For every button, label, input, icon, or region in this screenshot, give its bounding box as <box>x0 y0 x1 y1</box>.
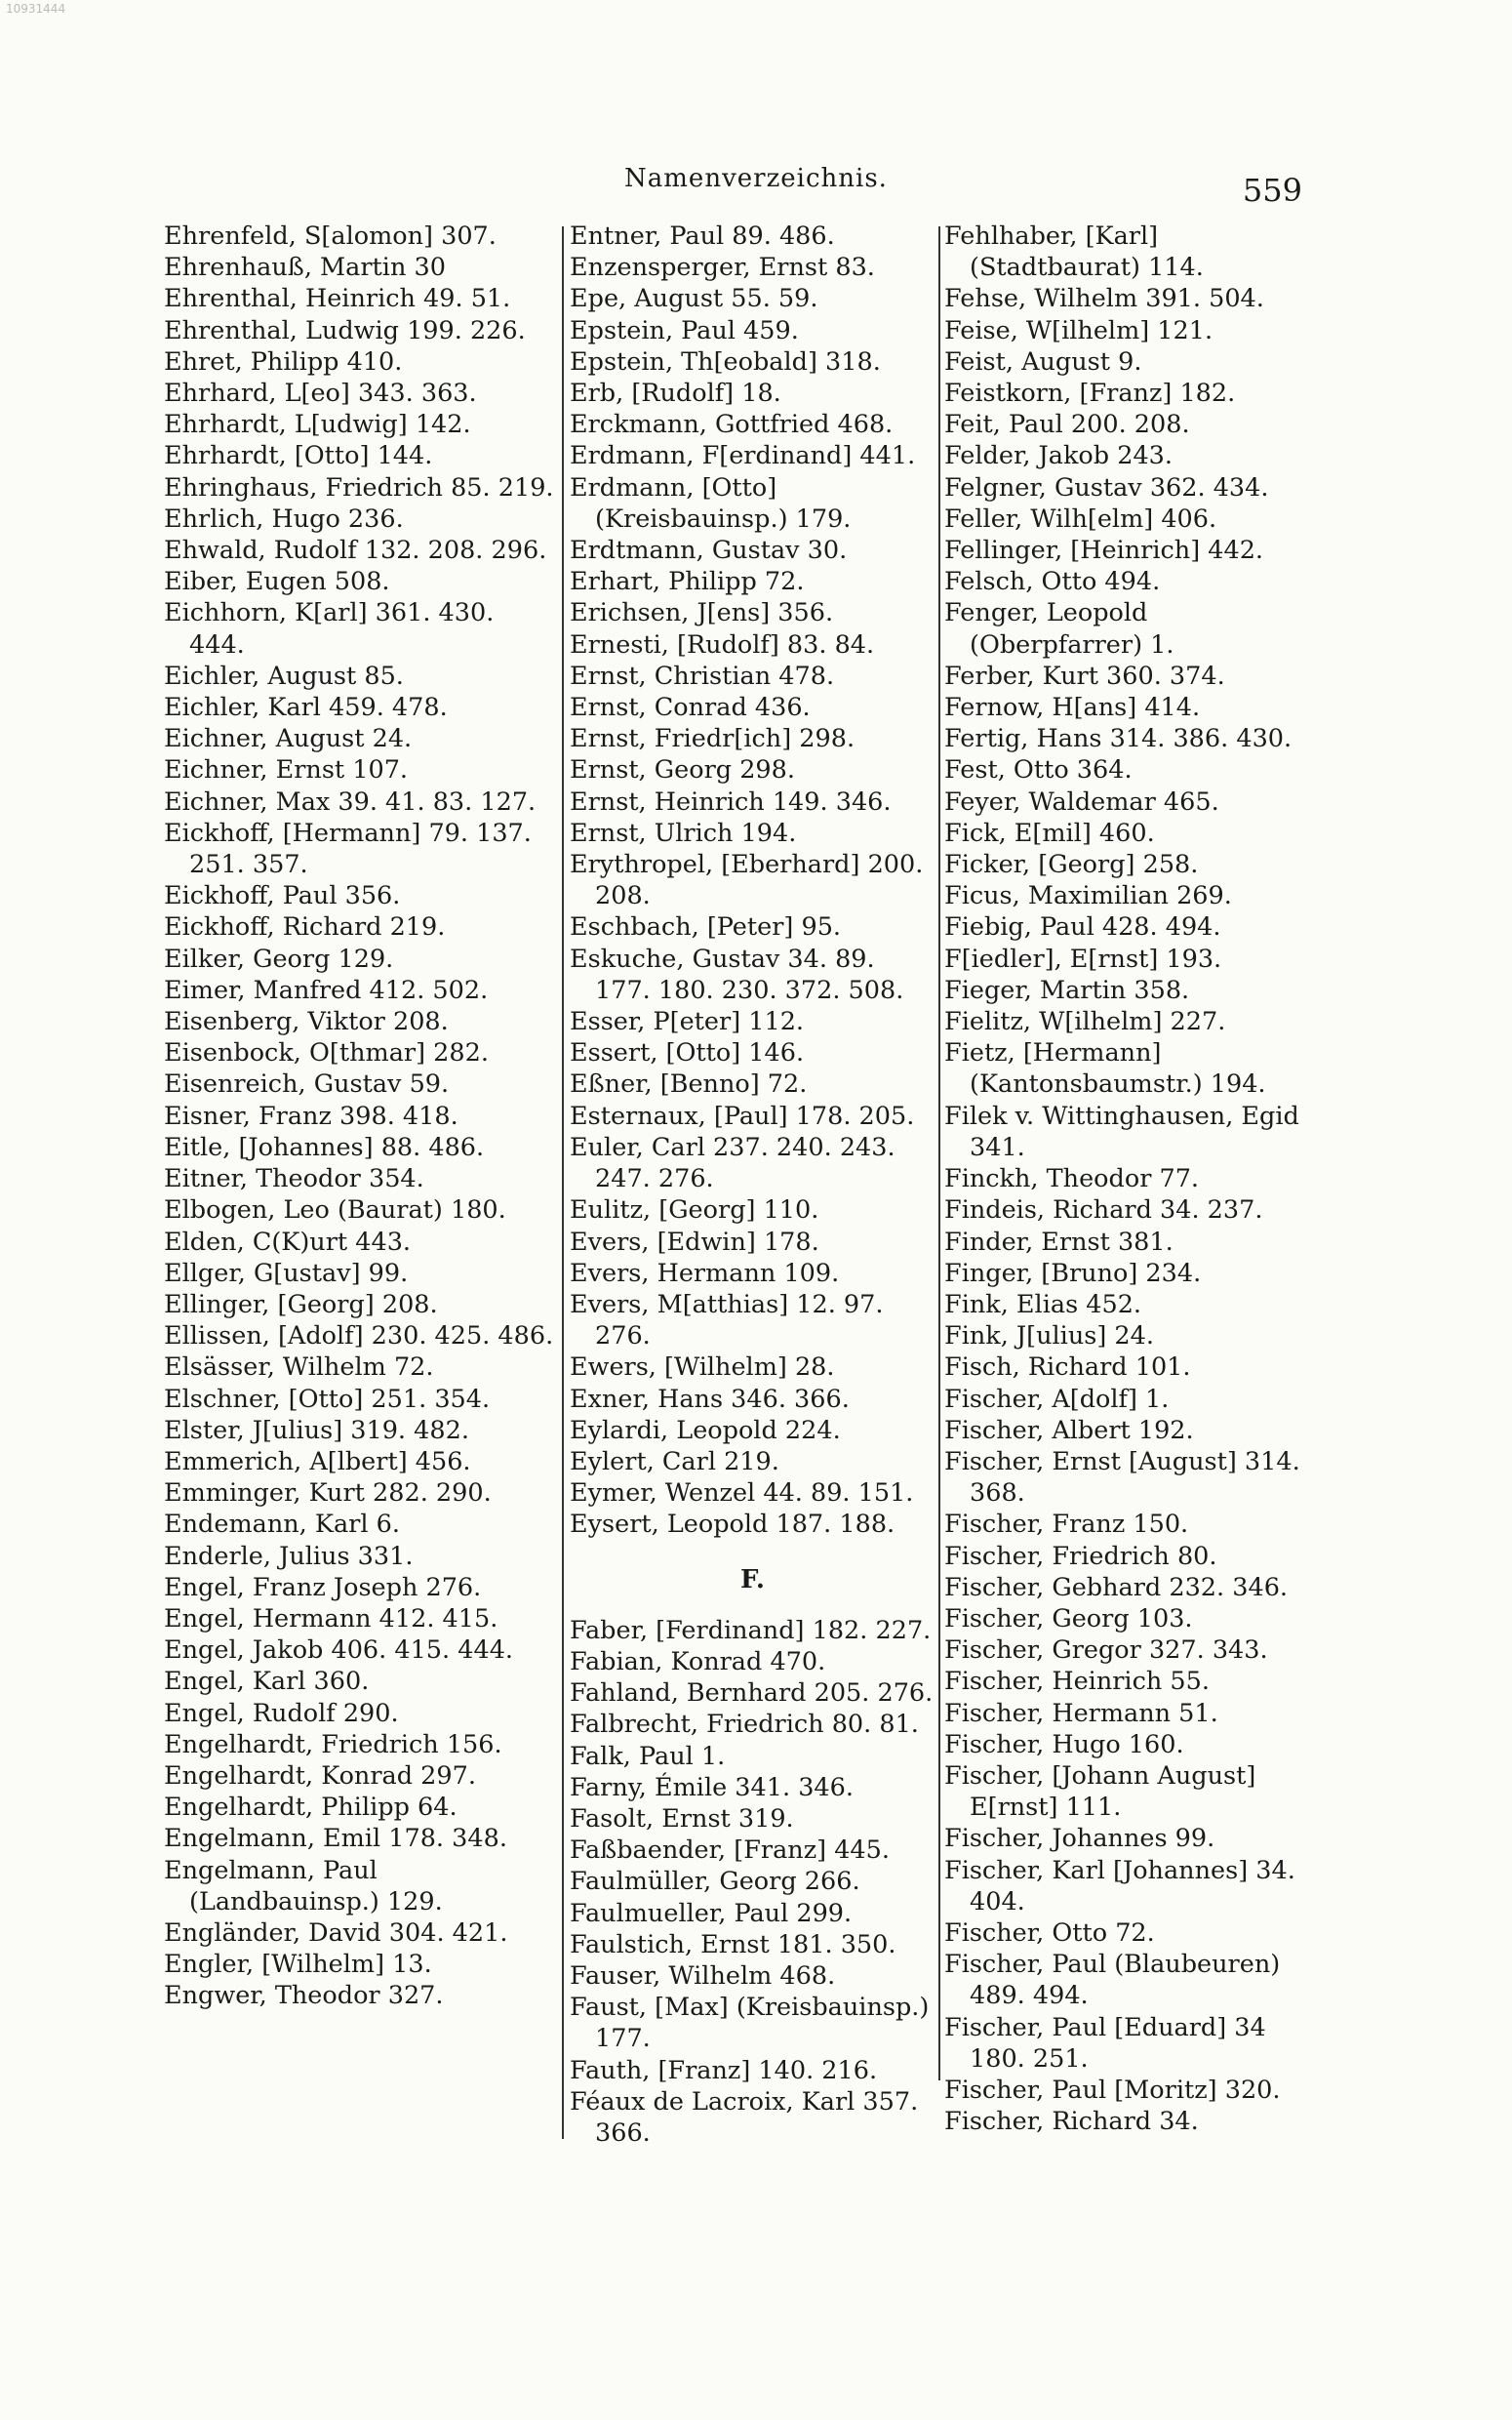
index-entry: Entner, Paul 89. 486. <box>570 222 835 251</box>
index-entry: Fischer, Friedrich 80. <box>944 1541 1217 1571</box>
index-entry: Ehrhardt, [Otto] 144. <box>164 441 433 471</box>
index-entry: Faber, [Ferdinand] 182. 227. <box>570 1615 932 1645</box>
index-entry: Finckh, Theodor 77. <box>944 1164 1200 1194</box>
index-entry: Eiber, Eugen 508. <box>164 567 390 597</box>
index-entry: Falk, Paul 1. <box>570 1741 726 1771</box>
index-entry: Felgner, Gustav 362. 434. <box>944 472 1269 503</box>
index-entry: Feyer, Waldemar 465. <box>944 786 1219 817</box>
index-entry: Engelmann, Paul (Landbauinsp.) 129. <box>164 1855 443 1916</box>
index-entry: F[iedler], E[rnst] 193. <box>944 944 1222 974</box>
index-entry: Exner, Hans 346. 366. <box>570 1384 850 1414</box>
index-entry: Fischer, Richard 34. <box>944 2107 1199 2137</box>
index-entry: Ellissen, [Adolf] 230. 425. 486. <box>164 1321 554 1351</box>
index-entry: Euler, Carl 237. 240. 243. 247. 276. <box>570 1132 895 1194</box>
index-entry: Fischer, Hugo 160. <box>944 1729 1184 1759</box>
index-entry: Epstein, Th[eobald] 318. <box>570 346 881 377</box>
index-entry: Enderle, Julius 331. <box>164 1541 414 1571</box>
index-entry: Engel, Karl 360. <box>164 1667 370 1697</box>
index-entry: Eilker, Georg 129. <box>164 944 394 974</box>
index-entry: Faust, [Max] (Kreisbauinsp.) 177. <box>570 1993 930 2054</box>
index-entry: Fischer, Otto 72. <box>944 1917 1155 1948</box>
index-entry: Ernst, Heinrich 149. 346. <box>570 786 892 817</box>
index-entry: Fischer, Franz 150. <box>944 1510 1189 1540</box>
index-entry: Ehrenthal, Heinrich 49. 51. <box>164 284 511 314</box>
index-entry: Feit, Paul 200. 208. <box>944 410 1190 440</box>
index-entry: Fischer, Paul [Moritz] 320. <box>944 2075 1281 2105</box>
index-entry: Feist, August 9. <box>944 346 1142 377</box>
column-rule-2 <box>938 226 940 2080</box>
index-entry: Fasolt, Ernst 319. <box>570 1803 794 1834</box>
index-entry: Eschbach, [Peter] 95. <box>570 912 842 943</box>
index-entry: Ernst, Ulrich 194. <box>570 818 797 848</box>
index-entry: Fischer, Paul (Blaubeuren) 489. 494. <box>944 1950 1281 2011</box>
index-entry: Erichsen, J[ens] 356. <box>570 598 834 628</box>
index-entry: Eßner, [Benno] 72. <box>570 1069 808 1100</box>
index-entry: Faulmüller, Georg 266. <box>570 1867 860 1897</box>
index-entry: Fertig, Hans 314. 386. 430. <box>944 724 1293 754</box>
index-entry: Ernesti, [Rudolf] 83. 84. <box>570 629 875 660</box>
index-entry: Eisenberg, Viktor 208. <box>164 1007 449 1037</box>
index-entry: Fischer, Heinrich 55. <box>944 1667 1210 1697</box>
index-entry: Engelmann, Emil 178. 348. <box>164 1824 507 1854</box>
index-entry: Eickhoff, Paul 356. <box>164 881 401 911</box>
index-entry: Elden, C(K)urt 443. <box>164 1227 412 1257</box>
index-entry: Feistkorn, [Franz] 182. <box>944 379 1236 409</box>
index-entry: Fischer, Hermann 51. <box>944 1698 1218 1728</box>
index-entry: Fischer, Karl [Johannes] 34. 404. <box>944 1855 1295 1916</box>
index-entry: Endemann, Karl 6. <box>164 1510 400 1540</box>
column-3 <box>944 221 1315 2137</box>
index-entry: Ewers, [Wilhelm] 28. <box>570 1352 835 1383</box>
index-entry: Fischer, Albert 192. <box>944 1415 1194 1445</box>
index-entry: Engelhardt, Friedrich 156. <box>164 1729 502 1759</box>
index-entry: Fauth, [Franz] 140. 216. <box>570 2055 878 2085</box>
column-2 <box>570 221 935 2149</box>
index-entry: Fellinger, [Heinrich] 442. <box>944 536 1264 566</box>
index-entry: Finger, [Bruno] 234. <box>944 1258 1202 1288</box>
page-number: 559 <box>1242 172 1302 209</box>
index-entry: Fiebig, Paul 428. 494. <box>944 912 1221 943</box>
index-entry: Ficker, [Georg] 258. <box>944 850 1199 880</box>
index-entry: Fest, Otto 364. <box>944 755 1133 786</box>
index-entry: Ehringhaus, Friedrich 85. 219. <box>164 472 554 503</box>
index-entry: Eymer, Wenzel 44. 89. 151. <box>570 1478 914 1509</box>
index-entry: Eichler, August 85. <box>164 661 404 691</box>
index-entry: Erb, [Rudolf] 18. <box>570 379 781 409</box>
index-entry: Evers, Hermann 109. <box>570 1258 840 1288</box>
index-entry: Fieger, Martin 358. <box>944 975 1190 1005</box>
index-entry: Esternaux, [Paul] 178. 205. <box>570 1101 915 1131</box>
index-entry: Eichner, August 24. <box>164 724 413 754</box>
index-entry: Enzensperger, Ernst 83. <box>570 253 875 283</box>
index-entry: Engel, Jakob 406. 415. 444. <box>164 1635 514 1666</box>
index-entry: Ernst, Conrad 436. <box>570 693 811 723</box>
index-entry: Fink, J[ulius] 24. <box>944 1321 1154 1351</box>
index-entry: Engelhardt, Philipp 64. <box>164 1793 458 1823</box>
index-entry: Eskuche, Gustav 34. 89. 177. 180. 230. 372. 508. <box>570 944 904 1005</box>
index-entry: Eichler, Karl 459. 478. <box>164 693 448 723</box>
index-entry: Eulitz, [Georg] 110. <box>570 1195 819 1226</box>
index-entry: Ernst, Friedr[ich] 298. <box>570 724 855 754</box>
index-entry: Ernst, Georg 298. <box>570 755 795 786</box>
index-entry: Felsch, Otto 494. <box>944 567 1161 597</box>
index-entry: Ehrenthal, Ludwig 199. 226. <box>164 315 526 345</box>
index-entry: Eickhoff, Richard 219. <box>164 912 446 943</box>
index-entry: Fenger, Leopold (Oberpfarrer) 1. <box>944 598 1174 660</box>
index-entry: Fisch, Richard 101. <box>944 1352 1191 1383</box>
section-heading-f: F. <box>740 1564 765 1594</box>
index-entry: Eitle, [Johannes] 88. 486. <box>164 1132 485 1162</box>
index-entry: Emmerich, A[lbert] 456. <box>164 1446 471 1476</box>
index-entry: Erythropel, [Eberhard] 200. 208. <box>570 850 924 911</box>
index-entry: Erdmann, F[erdinand] 441. <box>570 441 916 471</box>
index-entry: Eylardi, Leopold 224. <box>570 1415 841 1445</box>
index-entry: Fernow, H[ans] 414. <box>944 693 1201 723</box>
index-entry: Ehrenfeld, S[alomon] 307. <box>164 222 497 251</box>
index-entry: Engwer, Theodor 327. <box>164 1981 444 2011</box>
index-entry: Eimer, Manfred 412. 502. <box>164 975 489 1005</box>
index-entry: Eichner, Ernst 107. <box>164 755 409 786</box>
index-entry: Fischer, [Johann August] E[rnst] 111. <box>944 1760 1256 1823</box>
index-entry: Eisenbock, O[thmar] 282. <box>164 1038 489 1069</box>
index-entry: Ehrhardt, L[udwig] 142. <box>164 410 471 440</box>
index-entry: Fischer, A[dolf] 1. <box>944 1384 1170 1414</box>
index-entry: Fahland, Bernhard 205. 276. <box>570 1678 934 1709</box>
index-entry: Fauser, Wilhelm 468. <box>570 1960 836 1991</box>
index-entry: Faßbaender, [Franz] 445. <box>570 1835 890 1866</box>
index-entry: Fietz, [Hermann] (Kantonsbaumstr.) 194. <box>944 1038 1266 1100</box>
index-entry: Ehwald, Rudolf 132. 208. 296. <box>164 536 547 566</box>
index-entry: Eichhorn, K[arl] 361. 430. 444. <box>164 598 495 660</box>
index-entry: Ehrlich, Hugo 236. <box>164 504 404 534</box>
index-entry: Eisenreich, Gustav 59. <box>164 1069 450 1100</box>
index-entry: Elschner, [Otto] 251. 354. <box>164 1384 491 1414</box>
index-entry: Emminger, Kurt 282. 290. <box>164 1478 492 1509</box>
index-entry: Falbrecht, Friedrich 80. 81. <box>570 1710 919 1740</box>
index-entry: Findeis, Richard 34. 237. <box>944 1195 1263 1226</box>
index-entry: Epstein, Paul 459. <box>570 315 799 345</box>
index-entry: Evers, M[atthias] 12. 97. 276. <box>570 1289 884 1351</box>
index-entry: Ehrenhauß, Martin 30 <box>164 253 446 283</box>
index-entry: Engel, Hermann 412. 415. <box>164 1603 498 1634</box>
index-entry: Fehlhaber, [Karl] (Stadtbaurat) 114. <box>944 222 1204 283</box>
index-entry: Fischer, Gregor 327. 343. <box>944 1635 1268 1666</box>
index-entry: Eickhoff, [Hermann] 79. 137. 251. 357. <box>164 818 532 880</box>
index-entry: Fink, Elias 452. <box>944 1289 1142 1319</box>
index-entry: Ernst, Christian 478. <box>570 661 835 691</box>
index-entry: Ellinger, [Georg] 208. <box>164 1289 438 1319</box>
index-entry: Feller, Wilh[elm] 406. <box>944 504 1217 534</box>
index-entry: Essert, [Otto] 146. <box>570 1038 805 1069</box>
index-entry: Ficus, Maximilian 269. <box>944 881 1232 911</box>
index-entry: Evers, [Edwin] 178. <box>570 1227 819 1257</box>
page-id: 10931444 <box>6 2 66 16</box>
index-entry: Fabian, Konrad 470. <box>570 1646 826 1676</box>
index-entry: Elsässer, Wilhelm 72. <box>164 1352 434 1383</box>
index-entry: Esser, P[eter] 112. <box>570 1007 805 1037</box>
index-entry: Felder, Jakob 243. <box>944 441 1173 471</box>
index-entry: Feise, W[ilhelm] 121. <box>944 315 1214 345</box>
column-rule-1 <box>562 226 564 2139</box>
index-entry: Engel, Franz Joseph 276. <box>164 1572 482 1602</box>
index-entry: Elbogen, Leo (Baurat) 180. <box>164 1195 506 1226</box>
index-entry: Erhart, Philipp 72. <box>570 567 805 597</box>
index-entry: Fick, E[mil] 460. <box>944 818 1155 848</box>
index-entry: Erdmann, [Otto] (Kreisbauinsp.) 179. <box>570 472 852 534</box>
index-entry: Eitner, Theodor 354. <box>164 1164 424 1194</box>
index-entry: Farny, Émile 341. 346. <box>570 1772 854 1802</box>
index-entry: Epe, August 55. 59. <box>570 284 818 314</box>
index-entry: Eysert, Leopold 187. 188. <box>570 1510 895 1540</box>
index-entry: Fischer, Georg 103. <box>944 1603 1193 1634</box>
index-entry: Erckmann, Gottfried 468. <box>570 410 894 440</box>
index-entry: Ellger, G[ustav] 99. <box>164 1258 409 1288</box>
index-entry: Filek v. Wittinghausen, Egid 341. <box>944 1101 1299 1162</box>
index-entry: Engler, [Wilhelm] 13. <box>164 1950 432 1980</box>
header-title: Namenverzeichnis. <box>624 164 888 193</box>
index-entry: Elster, J[ulius] 319. 482. <box>164 1415 469 1445</box>
index-entry: Faulmueller, Paul 299. <box>570 1898 853 1928</box>
index-entry: Fischer, Gebhard 232. 346. <box>944 1572 1289 1602</box>
column-1 <box>164 221 554 2012</box>
index-entry: Ehret, Philipp 410. <box>164 346 403 377</box>
index-entry: Eichner, Max 39. 41. 83. 127. <box>164 786 537 817</box>
index-entry: Ferber, Kurt 360. 374. <box>944 661 1225 691</box>
index-entry: Erdtmann, Gustav 30. <box>570 536 848 566</box>
index-entry: Fielitz, W[ilhelm] 227. <box>944 1007 1226 1037</box>
index-entry: Fehse, Wilhelm 391. 504. <box>944 284 1264 314</box>
index-entry: Fischer, Paul [Eduard] 34 180. 251. <box>944 2012 1266 2074</box>
index-entry: Engelhardt, Konrad 297. <box>164 1760 476 1791</box>
index-entry: Engel, Rudolf 290. <box>164 1698 399 1728</box>
index-entry: Féaux de Lacroix, Karl 357. 366. <box>570 2086 919 2148</box>
index-entry: Eisner, Franz 398. 418. <box>164 1101 458 1131</box>
index-entry: Faulstich, Ernst 181. 350. <box>570 1929 896 1959</box>
index-entry: Ehrhard, L[eo] 343. 363. <box>164 379 477 409</box>
index-entry: Finder, Ernst 381. <box>944 1227 1174 1257</box>
index-entry: Fischer, Johannes 99. <box>944 1824 1215 1854</box>
index-entry: Engländer, David 304. 421. <box>164 1917 508 1948</box>
index-entry: Eylert, Carl 219. <box>570 1446 779 1476</box>
index-entry: Fischer, Ernst [August] 314. 368. <box>944 1446 1300 1509</box>
